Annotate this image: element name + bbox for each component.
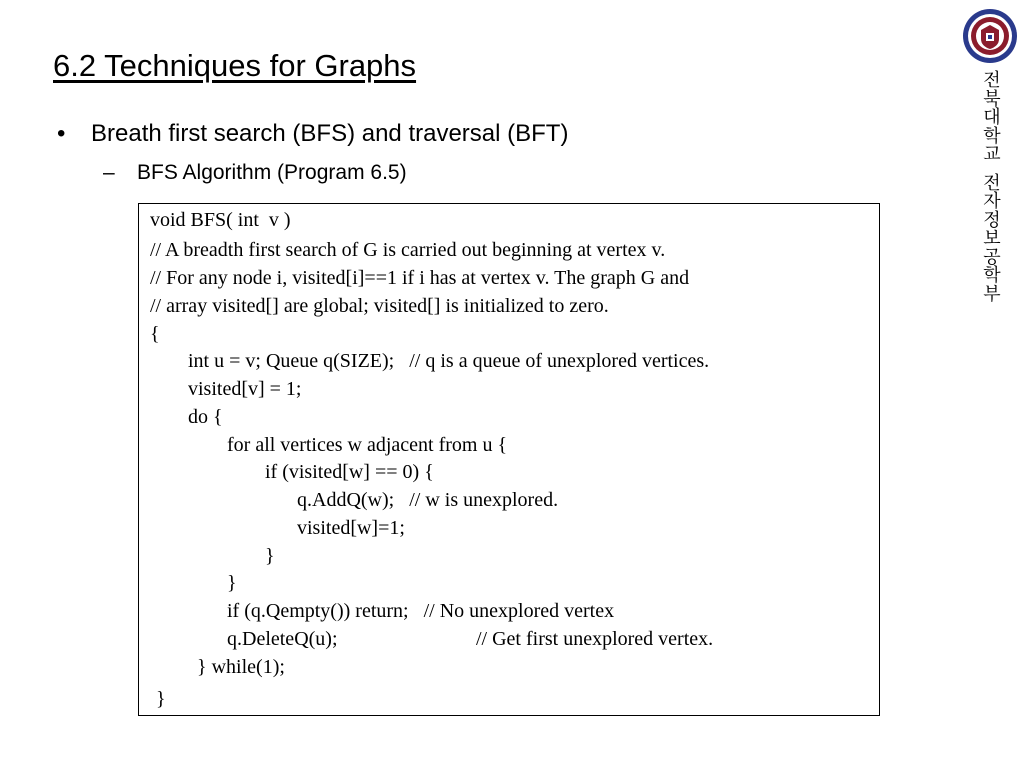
code-line: int u = v; Queue q(SIZE); // q is a queue of unexplored vertices.	[188, 350, 710, 372]
vertical-char: 자	[983, 191, 1001, 212]
bullet-level2	[103, 161, 407, 185]
vertical-char: 학	[983, 125, 1001, 147]
code-line: }	[265, 545, 275, 567]
code-line: q.DeleteQ(u);	[227, 628, 338, 650]
code-line: }	[227, 572, 237, 594]
sub-bullet-marker: –	[103, 161, 115, 184]
university-logo	[962, 8, 1018, 64]
bullet-level1	[57, 120, 568, 148]
sub-bullet-text: BFS Algorithm (Program 6.5)	[137, 161, 407, 184]
code-line: if (visited[w] == 0) {	[265, 461, 434, 483]
bullet-marker: •	[57, 120, 66, 147]
vertical-char: 공	[983, 246, 1001, 268]
code-line: } while(1);	[197, 656, 285, 678]
code-line: for all vertices w adjacent from u {	[227, 434, 508, 456]
slide-title: 6.2 Techniques for Graphs	[53, 48, 417, 83]
vertical-char: 정	[983, 209, 1001, 231]
vertical-char: 보	[983, 228, 1001, 249]
code-line: if (q.Qempty()) return; // No unexplored vertex	[227, 600, 615, 622]
vertical-char: 전	[983, 70, 1001, 91]
code-comment: // Get first unexplored vertex.	[476, 628, 714, 650]
code-line: }	[156, 688, 166, 710]
code-line: // array visited[] are global; visited[] is initialized to zero.	[150, 295, 609, 317]
university-department-label	[980, 72, 1004, 304]
vertical-char: 교	[983, 144, 1001, 165]
code-line: // A breadth first search of G is carried out beginning at vertex v.	[150, 239, 666, 261]
code-line: void BFS( int v )	[150, 209, 291, 231]
vertical-char: 북	[983, 88, 1001, 110]
code-line: visited[v] = 1;	[188, 378, 302, 400]
code-line: q.AddQ(w); // w is unexplored.	[297, 489, 559, 511]
university-seal-icon	[962, 8, 1018, 64]
vertical-char: 대	[983, 107, 1001, 128]
vertical-char: 학	[983, 265, 1001, 286]
code-listing-box	[138, 203, 880, 716]
code-line: do {	[188, 406, 223, 428]
vertical-char: 부	[983, 283, 1001, 305]
code-line: {	[150, 323, 160, 345]
code-line: visited[w]=1;	[297, 517, 405, 539]
bullet-text: Breath first search (BFS) and traversal (BFT)	[91, 120, 569, 147]
vertical-char: 전	[983, 172, 1001, 194]
code-line: // For any node i, visited[i]==1 if i has at vertex v. The graph G and	[150, 267, 690, 289]
